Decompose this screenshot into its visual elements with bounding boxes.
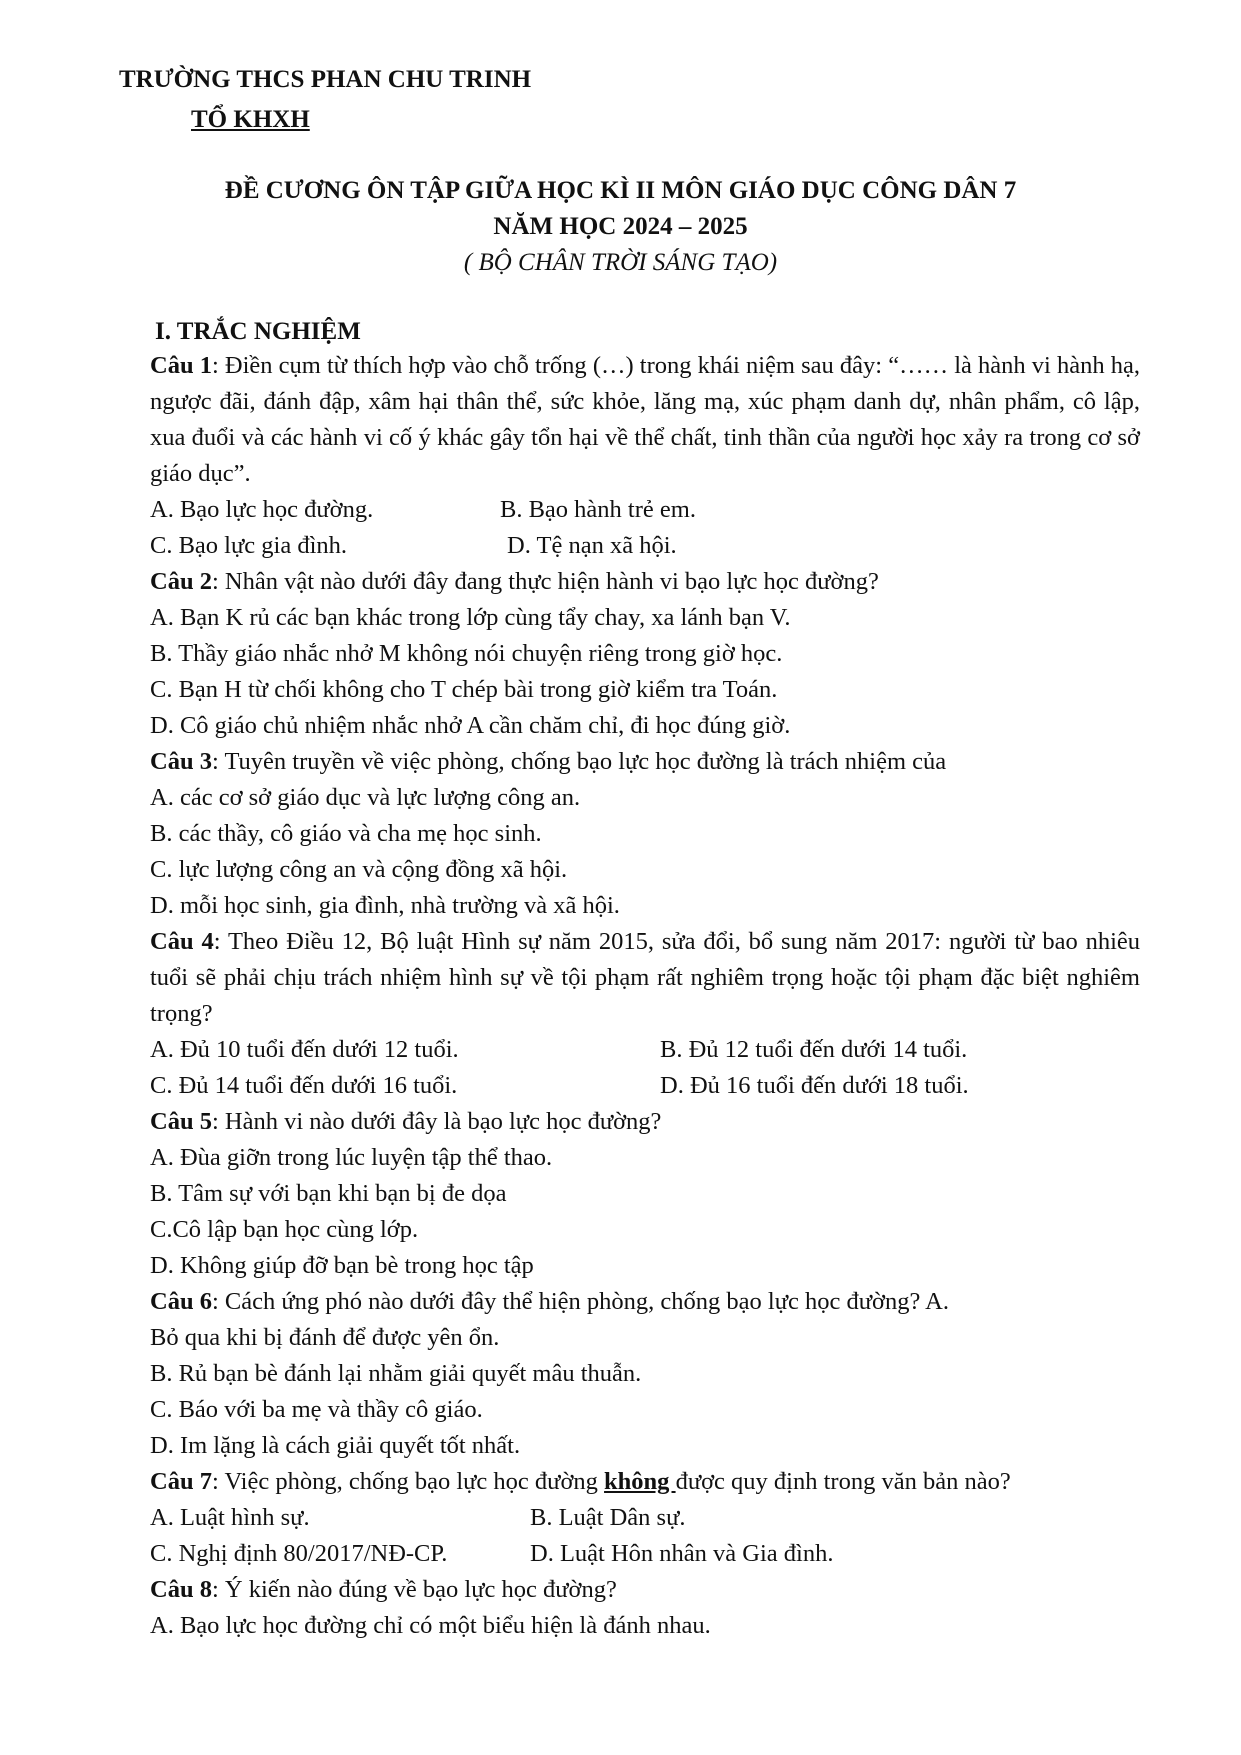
question-label: Câu 6 [150, 1288, 212, 1315]
option-b: B. Bạo hành trẻ em. [500, 496, 696, 523]
question-text-before: : Việc phòng, chống bạo lực học đường [211, 1468, 605, 1495]
option-d: D. Không giúp đỡ bạn bè trong học tập [150, 1252, 534, 1279]
options-row [150, 1536, 1140, 1572]
option-c: C. lực lượng công an và cộng đồng xã hội. [150, 856, 568, 883]
question-text: : Nhân vật nào dưới đây đang thực hiện hành vi bạo lực học đường? [211, 568, 879, 595]
option-c: C. Nghị định 80/2017/NĐ-CP. [150, 1540, 448, 1567]
option-b: B. các thầy, cô giáo và cha mẹ học sinh. [150, 820, 542, 847]
question-text: : Hành vi nào dưới đây là bạo lực học đường? [211, 1108, 662, 1135]
question-text: : Theo Điều 12, Bộ luật Hình sự năm 2015, sửa đổi, bổ sung năm 2017: người từ bao nhiêu tuổi sẽ phải chịu trách nhiệm hình sự về tội phạm rất nghiêm trọng hoặc tội phạm đặc biệt nghiêm trọng? [150, 928, 1140, 1027]
question-text: : Ý kiến nào đúng về bạo lực học đường? [211, 1576, 617, 1603]
question-5 [150, 1104, 1140, 1140]
question-label: Câu 3 [150, 748, 212, 775]
school-name: TRƯỜNG THCS PHAN CHU TRINH [119, 66, 532, 93]
option-c: C. Bạo lực gia đình. [150, 532, 348, 559]
options-row [150, 1068, 1140, 1104]
question-1 [150, 348, 1140, 492]
question-4 [150, 924, 1140, 1032]
question-label: Câu 4 [150, 928, 214, 955]
options-row [150, 1032, 1140, 1068]
option-b: B. Luật Dân sự. [530, 1504, 686, 1531]
option-d: D. Đủ 16 tuổi đến dưới 18 tuổi. [660, 1072, 969, 1099]
option-d: D. Im lặng là cách giải quyết tốt nhất. [150, 1432, 521, 1459]
option-b: B. Thầy giáo nhắc nhở M không nói chuyện riêng trong giờ học. [150, 640, 783, 667]
department-name: TỔ KHXH [191, 106, 310, 133]
question-text: : Tuyên truyền về việc phòng, chống bạo lực học đường là trách nhiệm của [211, 748, 947, 775]
emphasis-word: không [604, 1468, 676, 1495]
option-c: C. Báo với ba mẹ và thầy cô giáo. [150, 1396, 483, 1423]
question-label: Câu 7 [150, 1468, 212, 1495]
option-a: A. Luật hình sự. [150, 1504, 310, 1531]
options-row [150, 492, 1140, 528]
option-b: B. Tâm sự với bạn khi bạn bị đe dọa [150, 1180, 507, 1207]
question-2 [150, 564, 1140, 600]
questions-list [150, 348, 1140, 1644]
question-7 [150, 1464, 1140, 1500]
section-title: I. TRẮC NGHIỆM [155, 318, 361, 345]
option-a: A. Đủ 10 tuổi đến dưới 12 tuổi. [150, 1036, 459, 1063]
option-c: C. Đủ 14 tuổi đến dưới 16 tuổi. [150, 1072, 458, 1099]
question-8 [150, 1572, 1140, 1608]
option-d: D. mỗi học sinh, gia đình, nhà trường và xã hội. [150, 892, 620, 919]
question-label: Câu 8 [150, 1576, 212, 1603]
question-text-after: được quy định trong văn bản nào? [675, 1468, 1011, 1495]
option-a: A. Bạo lực học đường chỉ có một biểu hiện là đánh nhau. [150, 1612, 711, 1639]
question-text: : Cách ứng phó nào dưới đây thể hiện phòng, chống bạo lực học đường? A. [211, 1288, 949, 1315]
option-a: A. Bạn K rủ các bạn khác trong lớp cùng tẩy chay, xa lánh bạn V. [150, 604, 791, 631]
option-d: D. Luật Hôn nhân và Gia đình. [530, 1540, 834, 1567]
option-a: A. Đùa giỡn trong lúc luyện tập thể thao. [150, 1144, 553, 1171]
option-a: A. Bạo lực học đường. [150, 496, 374, 523]
question-6 [150, 1284, 1140, 1320]
question-label: Câu 2 [150, 568, 212, 595]
question-label: Câu 1 [150, 352, 212, 379]
option-a: A. các cơ sở giáo dục và lực lượng công an. [150, 784, 581, 811]
option-b: B. Đủ 12 tuổi đến dưới 14 tuổi. [660, 1036, 968, 1063]
option-a-continued: Bỏ qua khi bị đánh để được yên ổn. [150, 1324, 500, 1351]
option-c: C.Cô lập bạn học cùng lớp. [150, 1216, 419, 1243]
document-title: ĐỀ CƯƠNG ÔN TẬP GIỮA HỌC KÌ II MÔN GIÁO DỤC CÔNG DÂN 7 [224, 177, 1017, 204]
question-label: Câu 5 [150, 1108, 212, 1135]
option-c: C. Bạn H từ chối không cho T chép bài trong giờ kiểm tra Toán. [150, 676, 778, 703]
textbook-series: ( BỘ CHÂN TRỜI SÁNG TẠO) [463, 249, 778, 276]
school-year: NĂM HỌC 2024 – 2025 [493, 213, 748, 240]
question-3 [150, 744, 1140, 780]
option-d: D. Tệ nạn xã hội. [507, 532, 677, 559]
question-text: : Điền cụm từ thích hợp vào chỗ trống (…) trong khái niệm sau đây: “…… là hành vi hành hạ, ngược đãi, đánh đập, xâm hại thân thể, sức khỏe, lăng mạ, xúc phạm danh dự, nhân phẩm, cô lập, xua đuổi và các hành vi cố ý khác gây tổn hại về thể chất, tinh thần của người học xảy ra trong cơ sở giáo dục”. [150, 352, 1140, 487]
options-row [150, 528, 1140, 564]
options-row [150, 1500, 1140, 1536]
option-b: B. Rủ bạn bè đánh lại nhằm giải quyết mâu thuẫn. [150, 1360, 642, 1387]
option-d: D. Cô giáo chủ nhiệm nhắc nhở A cần chăm chỉ, đi học đúng giờ. [150, 712, 791, 739]
